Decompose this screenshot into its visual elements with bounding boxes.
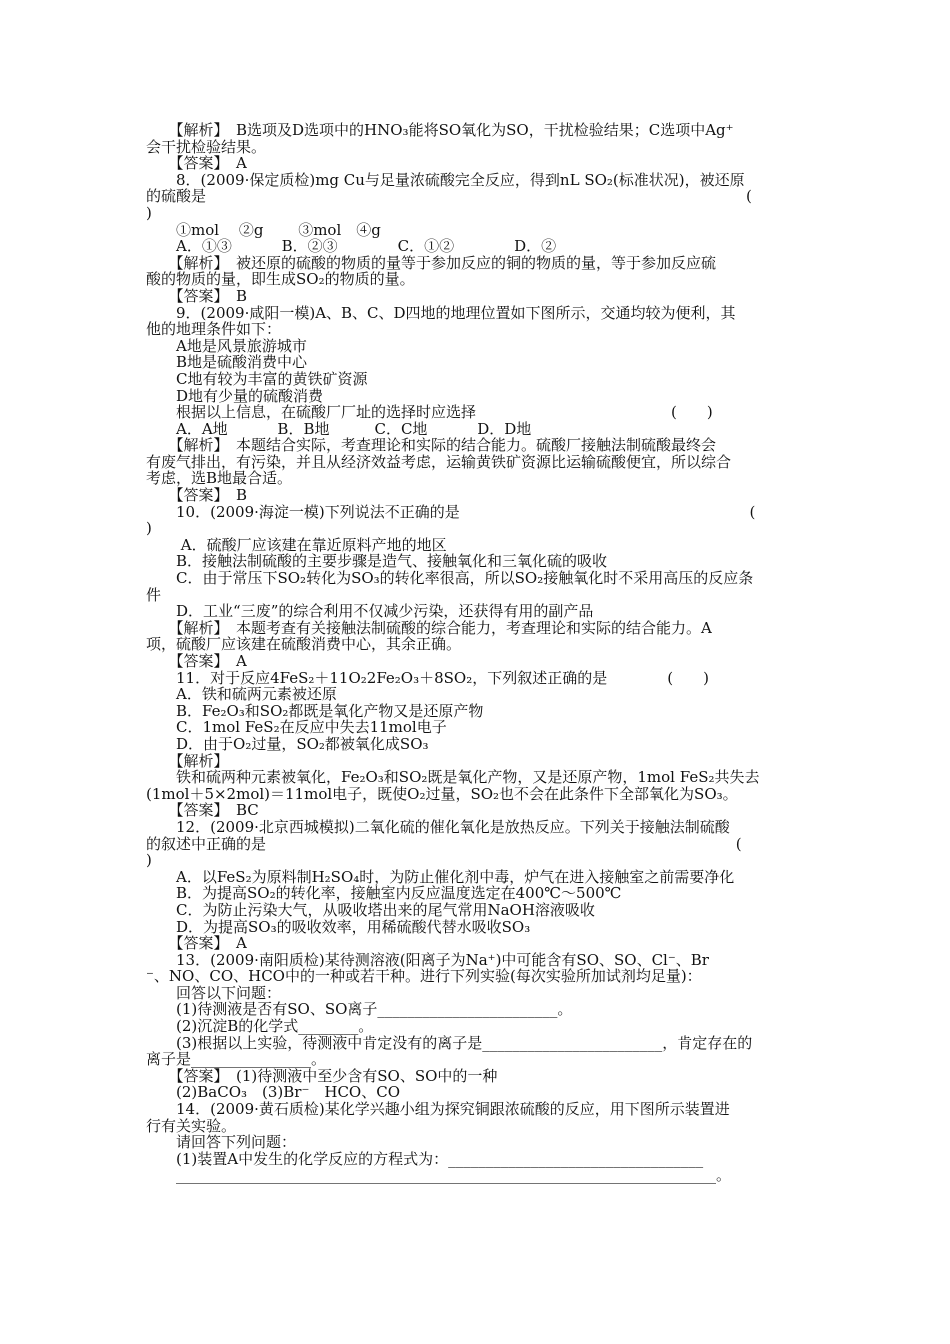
text-line: C．为防止污染大气，从吸收塔出来的尾气常用NaOH溶液吸收	[146, 900, 595, 919]
text-line: C．由于常压下SO₂转化为SO₃的转化率很高，所以SO₂接触氧化时不采用高压的反应条	[146, 569, 754, 588]
text-line: D．由于O₂过量，SO₂都被氧化成SO₃	[146, 734, 429, 753]
text-line: 【答案】 BC	[146, 801, 259, 820]
text-line: 【解析】 被还原的硫酸的物质的量等于参加反应的铜的物质的量，等于参加反应硫	[146, 253, 717, 272]
text-line: C．1mol FeS₂在反应中失去11mol电子	[146, 718, 447, 737]
text-line: (2)沉淀B的化学式________。	[146, 1017, 374, 1036]
text-line: 请回答下列问题：	[146, 1133, 297, 1152]
text-line: 【解析】 本题结合实际，考查理论和实际的结合能力。硫酸厂接触法制硫酸最终会	[146, 436, 717, 455]
text-line: 【答案】 B	[146, 286, 248, 305]
text-line: ①mol ②g ③mol ④g	[146, 220, 381, 239]
text-line: 11．对于反应4FeS₂＋11O₂2Fe₂O₃＋8SO₂，下列叙述正确的是 ( )	[146, 668, 709, 687]
text-line: 有废气排出，有污染，并且从经济效益考虑，运输黄铁矿资源比运输硫酸便宜，所以综合	[146, 452, 732, 471]
text-line: (1mol＋5×2mol)＝11mol电子，既使O₂过量，SO₂也不会在此条件下全部氧化为SO₃。	[146, 784, 738, 803]
text-line: (1)装置A中发生的化学反应的方程式为：__________________________________	[146, 1149, 704, 1168]
text-line: )	[146, 203, 152, 222]
text-line: D地有少量的硫酸消费	[146, 386, 324, 405]
text-line: (1)待测液是否有SO、SO离子________________________。	[146, 1000, 573, 1019]
text-line: 【解析】	[146, 751, 229, 770]
text-line: 他的地理条件如下：	[146, 320, 282, 339]
text-line: B．为提高SO₂的转化率，接触室内反应温度选定在400℃～500℃	[146, 884, 622, 903]
text-line: 【解析】 B选项及D选项中的HNO₃能将SO氧化为SO，干扰检验结果；C选项中Ag⁺	[146, 121, 734, 139]
text-line: 件	[146, 585, 162, 604]
text-line: 的硫酸是 (	[146, 187, 752, 206]
text-line: B．Fe₂O₃和SO₂都既是氧化产物又是还原产物	[146, 701, 484, 720]
text-line: ________________________________________________________________________。	[146, 1166, 732, 1185]
text-line: 12．(2009·北京西城模拟)二氧化硫的催化氧化是放热反应。下列关于接触法制硫酸	[146, 817, 730, 836]
text-line: (3)根据以上实验，待测液中肯定没有的离子是________________________，肯定存在的	[146, 1033, 753, 1052]
text-line: 【答案】 A	[146, 154, 247, 173]
text-line: (2)BaCO₃ (3)Br⁻ HCO、CO	[146, 1083, 400, 1102]
text-line: D．工业“三废”的综合利用不仅减少污染，还获得有用的副产品	[146, 602, 594, 621]
text-line: 酸的物质的量，即生成SO₂的物质的量。	[146, 270, 415, 289]
text-line: 【答案】 A	[146, 652, 247, 670]
text-line: 10．(2009·海淀一模)下列说法不正确的是 (	[146, 502, 756, 521]
text-line: 离子是________________。	[146, 1050, 327, 1069]
text-line: )	[146, 519, 152, 538]
text-line: 根据以上信息，在硫酸厂厂址的选择时应选择 ( )	[146, 403, 713, 422]
text-line: B地是硫酸消费中心	[146, 353, 308, 372]
document-body	[146, 122, 812, 1184]
text-line: 考虑，选B地最合适。	[146, 469, 293, 488]
text-line: 【解析】 本题考查有关接触法制硫酸的综合能力，考查理论和实际的结合能力。A	[146, 618, 712, 637]
text-line: 项，硫酸厂应该建在硫酸消费中心，其余正确。	[146, 635, 462, 654]
text-line: 【答案】 B	[146, 486, 248, 505]
text-line: A．铁和硫两元素被还原	[146, 685, 337, 704]
text-line: A．以FeS₂为原料制H₂SO₄时，为防止催化剂中毒，炉气在进入接触室之前需要净化	[146, 867, 735, 886]
text-line: 会干扰检验结果。	[146, 137, 267, 156]
text-line: A．硫酸厂应该建在靠近原料产地的地区	[146, 535, 447, 554]
text-line: 【答案】 (1)待测液中至少含有SO、SO中的一种	[146, 1066, 498, 1085]
text-line: D．为提高SO₃的吸收效率，用稀硫酸代替水吸收SO₃	[146, 917, 531, 936]
text-line: 的叙述中正确的是 (	[146, 834, 742, 853]
text-line: 【答案】 A	[146, 934, 247, 953]
text-line: A．①③ B．②③ C．①② D．②	[146, 237, 557, 256]
text-line: ⁻、NO、CO、HCO中的一种或若干种。进行下列实验(每次实验所加试剂均足量)：	[146, 967, 702, 986]
text-line: 行有关实验。	[146, 1116, 237, 1135]
text-line: 铁和硫两种元素被氧化，Fe₂O₃和SO₂既是氧化产物，又是还原产物，1mol FeS₂共失去	[146, 768, 760, 787]
text-line: 8．(2009·保定质检)mg Cu与足量浓硫酸完全反应，得到nL SO₂(标准状况)，被还原	[146, 170, 745, 189]
text-line: B．接触法制硫酸的主要步骤是造气、接触氧化和三氧化硫的吸收	[146, 552, 608, 571]
text-line: A．A地 B．B地 C．C地 D．D地	[146, 419, 532, 438]
text-line: 9．(2009·咸阳一模)A、B、C、D四地的地理位置如下图所示，交通均较为便利，其	[146, 303, 736, 322]
text-line: 回答以下问题：	[146, 983, 282, 1002]
text-line: A地是风景旅游城市	[146, 336, 307, 355]
text-line: 13．(2009·南阳质检)某待测溶液(阳离子为Na⁺)中可能含有SO、SO、Cl⁻、Br	[146, 950, 709, 969]
text-line: C地有较为丰富的黄铁矿资源	[146, 369, 368, 388]
text-line: )	[146, 851, 152, 870]
text-line: 14．(2009·黄石质检)某化学兴趣小组为探究铜跟浓硫酸的反应，用下图所示装置进	[146, 1100, 730, 1119]
